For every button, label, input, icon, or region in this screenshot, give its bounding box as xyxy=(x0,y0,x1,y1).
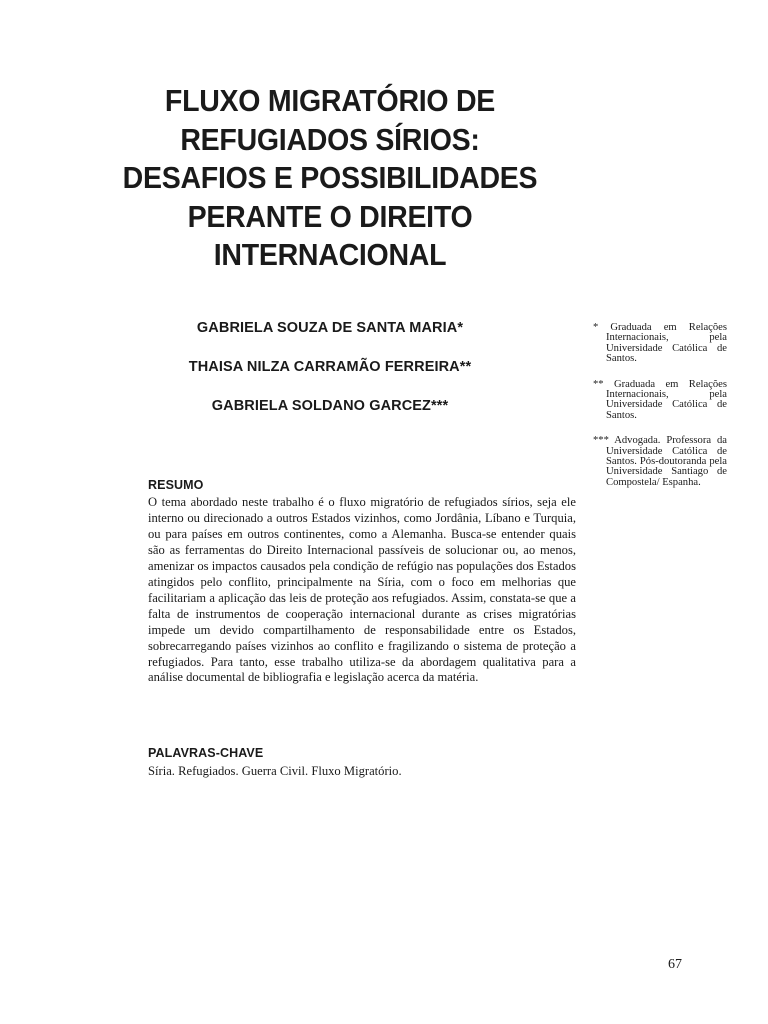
title-line: PERANTE O DIREITO xyxy=(187,198,473,234)
author-name: THAISA NILZA CARRAMÃO FERREIRA** xyxy=(188,359,472,375)
title-line: REFUGIADOS SÍRIOS: xyxy=(180,121,480,157)
author-name: GABRIELA SOLDANO GARCEZ*** xyxy=(211,398,449,414)
keywords-text: Síria. Refugiados. Guerra Civil. Fluxo Migratório. xyxy=(148,764,402,778)
author-name: GABRIELA SOUZA DE SANTA MARIA* xyxy=(196,320,464,336)
abstract-text: O tema abordado neste trabalho é o fluxo migratório de refugiados sírios, seja ele interno ou direcionado a outros Estados vizinhos, como Jordânia, Líbano e Turquia, ou para países em outros continentes, como a Alemanha. Busca-se entender quais são as ferramentas do Direito Internacional passíveis de solucionar ou, ao menos, amenizar os impactos causados pela condição de refúgio nas populações dos Estados atingidos pelo conflito, principalmente na Síria, com o foco em melhorias que facilitariam a aplicação das leis de proteção aos refugiados. Assim, constata-se que a falta de instrumentos de cooperação internacional durante as crises migratórias impede um devido compartilhamento de responsabilidade entre os Estados, sobrecarregando países vizinhos ao conflito e fragilizando o sistema de proteção a refugiados. Para tanto, esse trabalho utiliza-se da abordagem qualitativa para a análise documental de bibliografia e legislação acerca da matéria. xyxy=(148,495,576,685)
article-title xyxy=(82,82,579,275)
title-line: INTERNACIONAL xyxy=(213,237,447,272)
author-list xyxy=(120,318,540,435)
page-number: 67 xyxy=(668,957,682,972)
footnote: *** Advogada. Professora da Universidade Católica de Santos. Pós-doutoranda pela Universidade Santiago de Compostela/ Espanha. xyxy=(593,435,727,488)
keywords-heading: PALAVRAS-CHAVE xyxy=(148,746,264,760)
footnote: * Graduada em Relações Internacionais, pela Universidade Católica de Santos. xyxy=(593,322,727,365)
title-line: FLUXO MIGRATÓRIO DE xyxy=(164,83,496,118)
author-footnotes xyxy=(593,323,727,503)
title-line: DESAFIOS E POSSIBILIDADES xyxy=(122,160,538,195)
footnote: ** Graduada em Relações Internacionais, pela Universidade Católica de Santos. xyxy=(593,378,727,421)
abstract-heading: RESUMO xyxy=(148,478,204,492)
